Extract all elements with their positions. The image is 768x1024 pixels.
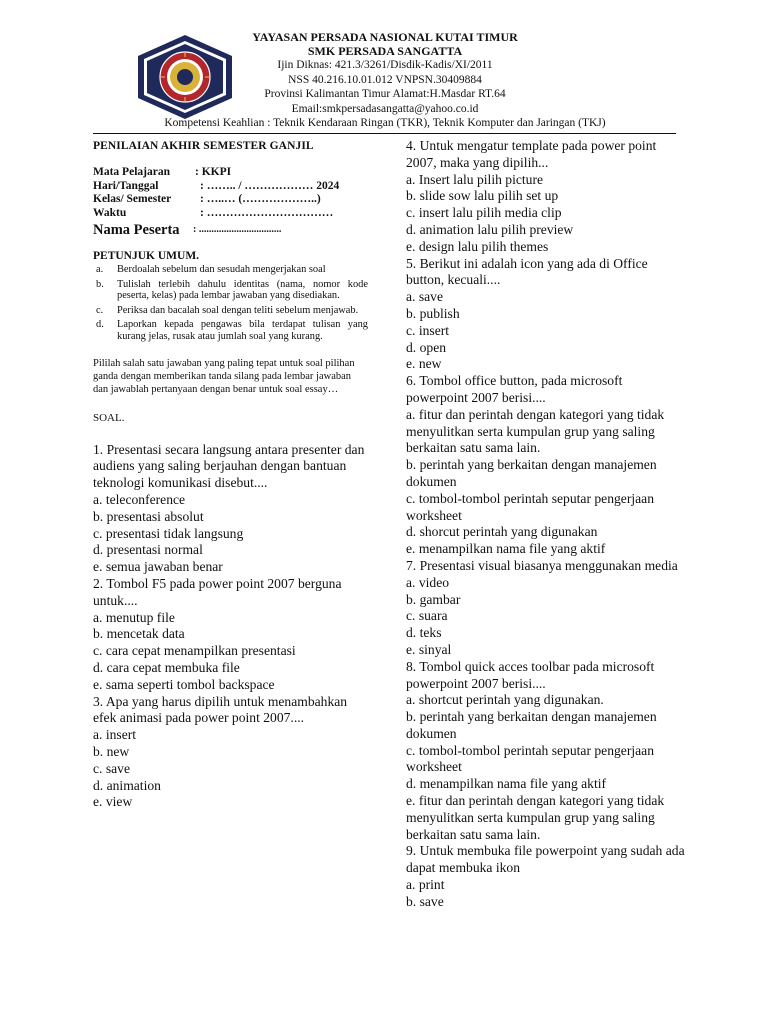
answer-option: c. tombol-tombol perintah seputar pengerjaan worksheet: [406, 490, 655, 523]
instruction-item: [93, 264, 368, 276]
answer-option: a. insert: [93, 727, 137, 743]
answer-option: e. sama seperti tombol backspace: [93, 676, 275, 692]
answer-option: e. view: [93, 794, 133, 810]
answer-option: b. slide sow lalu pilih set up: [406, 188, 559, 204]
instruction-marker: a.: [96, 264, 104, 275]
answer-option: d. shorcut perintah yang digunakan: [406, 524, 598, 540]
question-block: [406, 256, 686, 374]
answer-option: e. sinyal: [406, 641, 452, 657]
question-list-left: [93, 442, 368, 812]
participant-name-row: [93, 220, 368, 240]
nss-number: NSS 40.216.10.01.012 VNPSN.30409884: [288, 73, 482, 86]
question-text: 6. Tombol office button, pada microsoft powerpoint 2007 berisi....: [406, 373, 623, 405]
answer-option: a. video: [406, 574, 450, 590]
competency-line: Kompetensi Keahlian : Teknik Kendaraan Ringan (TKR), Teknik Komputer dan Jaringan (TKJ): [164, 117, 606, 129]
letterhead-divider: [93, 133, 676, 134]
question-block: [93, 576, 368, 694]
question-block: [406, 138, 686, 256]
question-block: [93, 442, 368, 576]
left-column: [93, 138, 368, 811]
instruction-item: [93, 305, 368, 317]
answer-option: e. new: [406, 356, 442, 372]
answer-option: a. shortcut perintah yang digunakan.: [406, 692, 604, 708]
answer-option: a. save: [406, 289, 443, 305]
answer-option: c. insert: [406, 322, 450, 338]
question-text: 7. Presentasi visual biasanya menggunakan media: [406, 557, 678, 573]
right-column: [406, 138, 686, 911]
answer-option: b. mencetak data: [93, 626, 185, 642]
instruction-marker: b.: [96, 278, 104, 290]
identity-row: [93, 166, 368, 180]
questions-label: SOAL.: [93, 411, 125, 424]
answer-option: d. animation: [93, 777, 161, 793]
answer-option: d. teks: [406, 625, 442, 641]
answering-instruction: Pililah salah satu jawaban yang paling tepat untuk soal pilihan ganda dengan memberikan tanda silang pada lembar jawaban dan jawablah pertanyaan dengan benar untuk soal essay…: [93, 357, 355, 395]
foundation-name: YAYASAN PERSADA NASIONAL KUTAI TIMUR: [252, 30, 518, 44]
answer-option: c. suara: [406, 608, 448, 624]
answer-option: b. save: [406, 893, 444, 909]
answer-option: a. fitur dan perintah dengan kategori yang tidak menyulitkan serta kumpulan grup yang saling berkaitan satu sama lain.: [406, 406, 665, 456]
answer-option: c. insert lalu pilih media clip: [406, 205, 562, 221]
general-instructions-title: PETUNJUK UMUM.: [93, 250, 200, 262]
answer-option: c. tombol-tombol perintah seputar pengerjaan worksheet: [406, 742, 655, 775]
identity-value: : …….. / ……………… 2024: [200, 179, 340, 192]
answer-option: b. new: [93, 743, 130, 759]
identity-row: [93, 207, 368, 221]
instruction-text: Berdoalah sebelum dan sesudah mengerjakan soal: [117, 264, 326, 275]
answer-option: d. open: [406, 339, 447, 355]
identity-label: Mata Pelajaran: [93, 166, 170, 178]
answer-option: e. menampilkan nama file yang aktif: [406, 541, 606, 557]
instruction-item: [93, 279, 368, 302]
question-text: 4. Untuk mengatur template pada power point 2007, maka yang dipilih...: [406, 138, 657, 170]
answer-option: d. menampilkan nama file yang aktif: [406, 776, 607, 792]
answer-option: c. save: [93, 760, 130, 776]
question-text: 5. Berikut ini adalah icon yang ada di Office button, kecuali....: [406, 255, 648, 288]
question-block: [93, 694, 368, 812]
answer-option: a. menutup file: [93, 609, 175, 625]
letterhead-text: [150, 30, 620, 130]
identity-label: Hari/Tanggal: [93, 179, 159, 192]
identity-row: [93, 193, 368, 207]
instruction-item: [93, 319, 368, 342]
question-block: [406, 843, 686, 910]
instruction-marker: d.: [96, 319, 104, 331]
question-block: [406, 659, 686, 844]
answer-option: d. presentasi normal: [93, 542, 203, 558]
answer-option: b. presentasi absolut: [93, 508, 204, 524]
identity-block: [93, 166, 368, 240]
answer-option: c. presentasi tidak langsung: [93, 525, 244, 541]
instruction-text: Periksa dan bacalah soal dengan teliti sebelum menjawab.: [117, 304, 359, 316]
answer-option: b. gambar: [406, 591, 461, 607]
question-text: 2. Tombol F5 pada power point 2007 berguna untuk....: [93, 575, 342, 608]
question-text: 1. Presentasi secara langsung antara presenter dan audiens yang saling berjauhan dengan bantuan teknologi komunikasi disebut....: [93, 441, 365, 491]
answer-option: d. cara cepat membuka file: [93, 659, 240, 675]
answer-option: a. Insert lalu pilih picture: [406, 171, 544, 187]
instruction-text: Laporkan kepada pengawas bila terdapat tulisan yang kurang jelas, rusak atau jumlah soal yang kurang.: [117, 319, 368, 342]
exam-title: PENILAIAN AKHIR SEMESTER GANJIL: [93, 140, 314, 152]
participant-name-label: Nama Peserta: [93, 222, 180, 238]
answer-option: c. cara cepat menampilkan presentasi: [93, 643, 296, 659]
identity-label: Kelas/ Semester: [93, 193, 172, 205]
identity-label: Waktu: [93, 206, 127, 219]
answer-option: e. design lalu pilih themes: [406, 238, 549, 254]
question-text: 8. Tombol quick acces toolbar pada microsoft powerpoint 2007 berisi....: [406, 658, 655, 691]
permit-number: Ijin Diknas: 421.3/3261/Disdik-Kadis/XI/2011: [277, 59, 493, 71]
answer-option: b. perintah yang berkaitan dengan manajemen dokumen: [406, 457, 657, 489]
letterhead: [0, 30, 768, 134]
question-text: 9. Untuk membuka file powerpoint yang sudah ada dapat membuka ikon: [406, 843, 685, 876]
school-name: SMK PERSADA SANGATTA: [307, 44, 463, 58]
identity-value: : …..… (………………..): [200, 193, 321, 205]
question-block: [406, 558, 686, 659]
instruction-marker: c.: [96, 304, 104, 316]
answer-option: e. fitur dan perintah dengan kategori yang tidak menyulitkan serta kumpulan grup yang saling berkaitan satu sama lain.: [406, 793, 665, 842]
identity-row: [93, 180, 368, 194]
school-address: Provinsi Kalimantan Timur Alamat:H.Masdar RT.64: [264, 88, 506, 100]
school-email: Email:smkpersadasangatta@yahoo.co.id: [291, 102, 479, 115]
answer-option: a. print: [406, 877, 445, 893]
question-list-right: [406, 138, 686, 911]
instruction-text: Tulislah terlebih dahulu identitas (nama, nomor kode peserta, kelas) pada lembar jawaban yang disediakan.: [117, 278, 368, 302]
identity-value: : KKPI: [195, 166, 232, 178]
identity-value: : ……………………………: [200, 206, 334, 219]
question-block: [406, 373, 686, 558]
answer-option: a. teleconference: [93, 491, 186, 507]
question-text: 3. Apa yang harus dipilih untuk menambahkan efek animasi pada power point 2007....: [93, 693, 348, 726]
answer-option: b. perintah yang berkaitan dengan manajemen dokumen: [406, 709, 657, 741]
participant-name-value: : .................................: [193, 224, 282, 235]
general-instructions-list: [93, 264, 368, 343]
answer-option: d. animation lalu pilih preview: [406, 221, 574, 237]
answer-option: e. semua jawaban benar: [93, 559, 223, 575]
answer-option: b. publish: [406, 305, 460, 321]
